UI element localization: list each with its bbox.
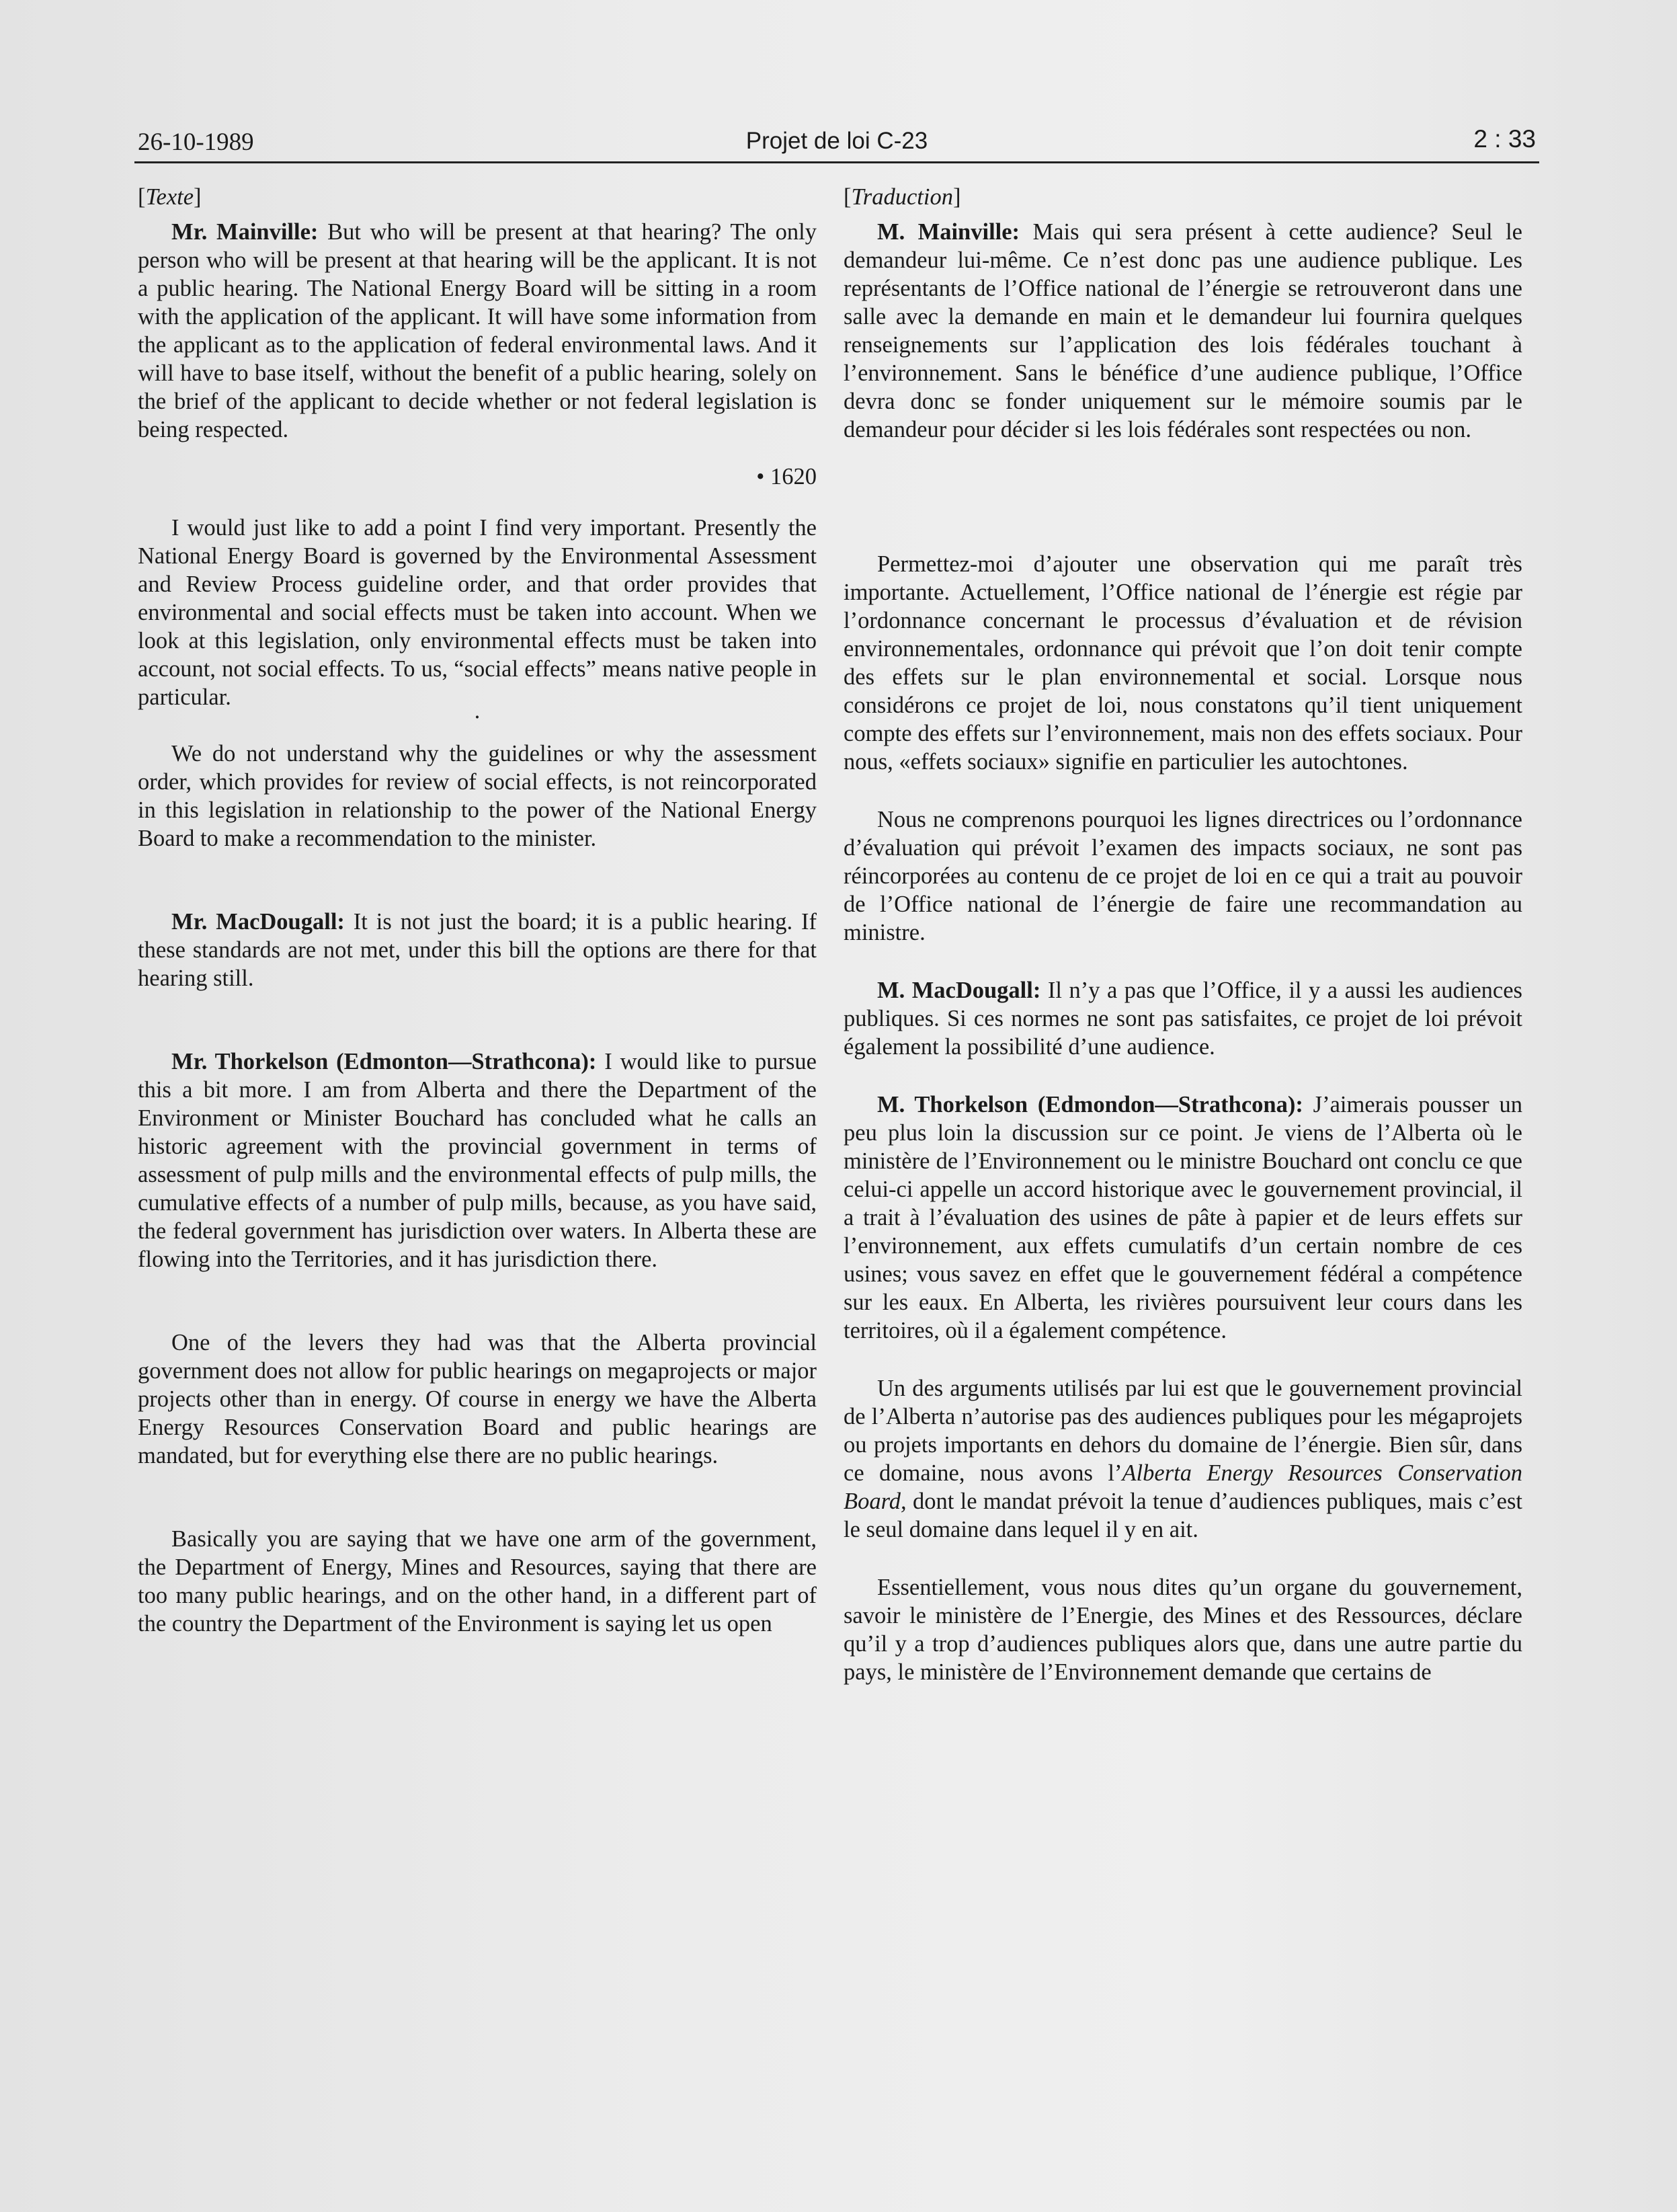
column-tag-english: [Texte] bbox=[138, 184, 202, 210]
paragraph bbox=[138, 218, 817, 444]
paragraph-text: It is not just the board; it is a public hearing. If these standards are not met, under this bill the options are there for that hearing still. bbox=[138, 909, 817, 991]
paragraph-text: Mais qui sera présent à cette audience? Seul le demandeur lui-même. Ce n’est donc pas une audience publique. Les représentants de l’Office national de l’énergie se retrouveront dans une salle avec la demande en main et le demandeur lui fournira quelques renseignements sur l’application des lois fédérales touchant à l’environnement. Sans le bénéfice d’une audience publique, l’Office devra donc se fonder uniquement sur le mémoire soumis par le demandeur pour décider si les lois fédérales sont respectées ou non. bbox=[844, 219, 1522, 442]
paragraph-text: Un des arguments utilisés par lui est que le gouvernement provincial de l’Alberta n’autorise pas des audiences publiques pour les mégaprojets ou projets importants en dehors du domaine de l’énergie. Bien sûr, dans ce domaine, nous avons l’ bbox=[844, 1376, 1522, 1486]
speaker-name: M. MacDougall: bbox=[877, 978, 1041, 1003]
header-page-number: 2 : 33 bbox=[1473, 125, 1536, 153]
tag-text: Texte bbox=[145, 184, 194, 210]
paragraph bbox=[138, 1048, 817, 1273]
paragraph bbox=[138, 908, 817, 992]
paragraph bbox=[844, 1374, 1522, 1544]
paragraph: Basically you are saying that we have one arm of the government, the Department of Energy, Mines and Resources, saying that there are too many public hearings, and on the other hand, in a different part of the country the Department of the Environment is saying let us open bbox=[138, 1526, 817, 1636]
paragraph-italic-text: Alberta Energy Resources Conservation Board, bbox=[844, 1460, 1522, 1514]
header-rule bbox=[134, 161, 1539, 163]
paragraph-text: J’aimerais pousser un peu plus loin la discussion sur ce point. Je viens de l’Alberta où le ministère de l’Environnement ou le ministre Bouchard ont conclu ce que celui-ci appelle un accord historique avec le gouvernement provincial, il a trait à l’évaluation des usines de pâte à papier et de leurs effets sur l’environnement, aux effets cumulatifs d’un certain nombre de ces usines; vous savez en effet que le gouvernement fédéral a compétence sur les eaux. En Alberta, les rivières poursuivent leur cours dans les territoires, où il a également compétence. bbox=[844, 1092, 1522, 1343]
header-date: 26-10-1989 bbox=[138, 128, 254, 156]
paragraph-text: But who will be present at that hearing? The only person who will be present at that hearing will be the applicant. It is not a public hearing. The National Energy Board will be sitting in a room with the application of the applicant. It will have some information from the applicant as to the application of federal environmental laws. And it will have to base itself, without the benefit of a public hearing, solely on the brief of the applicant to decide whether or not federal legislation is being respected. bbox=[138, 219, 817, 442]
speaker-name: Mr. MacDougall: bbox=[171, 909, 345, 935]
english-column bbox=[138, 183, 817, 1638]
paragraph: Permettez-moi d’ajouter une observation qui me paraît très importante. Actuellement, l’Office national de l’énergie est régie par l’ordonnance concernant le processus d’évaluation et de révision environnementales, ordonnance qui prévoit que l’on doit tenir compte des effets sur le plan environnemental et social. Lorsque nous considérons ce projet de loi, nous constatons qu’il tient uniquement compte des effets sur l’environnement, mais non des effets sociaux. Pour nous, «effets sociaux» signifie en particulier les autochtones. bbox=[844, 551, 1522, 775]
header-title: Projet de loi C-23 bbox=[745, 128, 928, 154]
time-marker: • 1620 bbox=[756, 464, 817, 489]
paragraph-text: dont le mandat prévoit la tenue d’audiences publiques, mais c’est le seul domaine dans lequel il y en ait. bbox=[844, 1489, 1522, 1542]
paragraph bbox=[844, 1091, 1522, 1345]
page-header bbox=[138, 120, 1536, 163]
french-column bbox=[844, 183, 1522, 1686]
tag-text: Traduction bbox=[851, 184, 953, 210]
paragraph: Nous ne comprenons pourquoi les lignes directrices ou l’ordonnance d’évaluation qui prévoit l’examen des impacts sociaux, ne sont pas réincorporées au contenu de ce projet de loi en ce qui a trait au pouvoir de l’Office national de l’énergie de faire une recommandation au ministre. bbox=[844, 807, 1522, 945]
section-separator: · bbox=[473, 705, 481, 730]
paragraph: Essentiellement, vous nous dites qu’un organe du gouvernement, savoir le ministère de l’Energie, des Mines et des Ressources, déclare qu’il y a trop d’audiences publiques alors que, dans une autre partie du pays, le ministère de l’Environnement demande que certains de bbox=[844, 1575, 1522, 1685]
paragraph bbox=[844, 218, 1522, 444]
paragraph: One of the levers they had was that the Alberta provincial government does not allow for public hearings on megaprojects or major projects other than in energy. Of course in energy we have the Alberta Energy Resources Conservation Board and public hearings are mandated, but for everything else there are no public hearings. bbox=[138, 1330, 817, 1468]
paragraph-text: I would like to pursue this a bit more. I am from Alberta and there the Department of the Environment or Minister Bouchard has concluded what he calls an historic agreement with the provincial government in terms of assessment of pulp mills and the environmental effects of pulp mills, the cumulative effects of a number of pulp mills, because, as you have said, the federal government has jurisdiction over waters. In Alberta these are flowing into the Territories, and it has jurisdiction there. bbox=[138, 1049, 817, 1272]
paragraph bbox=[844, 976, 1522, 1061]
speaker-name: M. Mainville: bbox=[877, 219, 1020, 245]
paragraph-text: Il n’y a pas que l’Office, il y a aussi les audiences publiques. Si ces normes ne sont pas satisfaites, ce projet de loi prévoit également la possibilité d’une audience. bbox=[844, 978, 1522, 1060]
speaker-name: Mr. Thorkelson (Edmonton—Strathcona): bbox=[171, 1049, 597, 1074]
paragraph: I would just like to add a point I find very important. Presently the National Energy Board is governed by the Environmental Assessment and Review Process guideline order, and that order provides that environmental and social effects must be taken into account. When we look at this legislation, only environmental effects must be taken into account, not social effects. To us, “social effects” means native people in particular. bbox=[138, 515, 817, 710]
paragraph: We do not understand why the guidelines or why the assessment order, which provides for review of social effects, is not reincorporated in this legislation in relationship to the power of the National Energy Board to make a recommendation to the minister. bbox=[138, 741, 817, 851]
speaker-name: Mr. Mainville: bbox=[171, 219, 319, 245]
speaker-name: M. Thorkelson (Edmondon—Strathcona): bbox=[877, 1092, 1303, 1117]
column-tag-french: [Traduction] bbox=[844, 184, 961, 210]
